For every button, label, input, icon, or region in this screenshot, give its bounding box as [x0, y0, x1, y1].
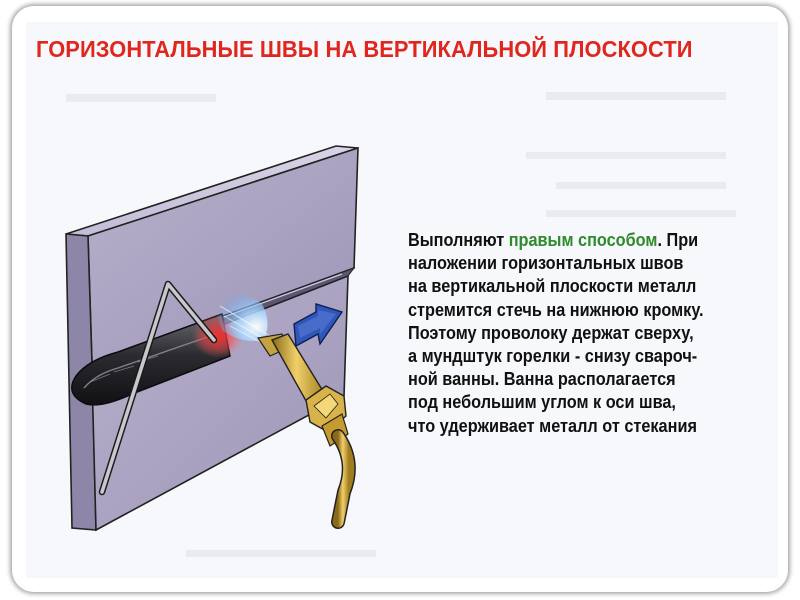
- description-line: на вертикальной плоскости металл: [408, 275, 697, 297]
- description-text: [408, 228, 734, 437]
- description-line: стремится стечь на нижнюю кромку.: [408, 298, 704, 320]
- slide-title: ГОРИЗОНТАЛЬНЫЕ ШВЫ НА ВЕРТИКАЛЬНОЙ ПЛОСКОСТИ: [36, 36, 693, 62]
- description-line-start: Выполняют: [408, 229, 509, 250]
- description-line: что удерживает металл от стекания: [408, 414, 697, 436]
- description-line: под небольшим углом к оси шва,: [408, 391, 676, 413]
- description-line-end: . При: [657, 229, 699, 250]
- description-line: ной ванны. Ванна располагается: [408, 368, 676, 390]
- description-line: а мундштук горелки - снизу свароч-: [408, 345, 698, 367]
- description-line: Поэтому проволоку держат сверху,: [408, 321, 694, 343]
- description-line: [408, 228, 734, 251]
- description-line: наложении горизонтальных швов: [408, 252, 684, 274]
- welding-poster: [26, 22, 778, 578]
- method-highlight: правым способом: [508, 229, 658, 250]
